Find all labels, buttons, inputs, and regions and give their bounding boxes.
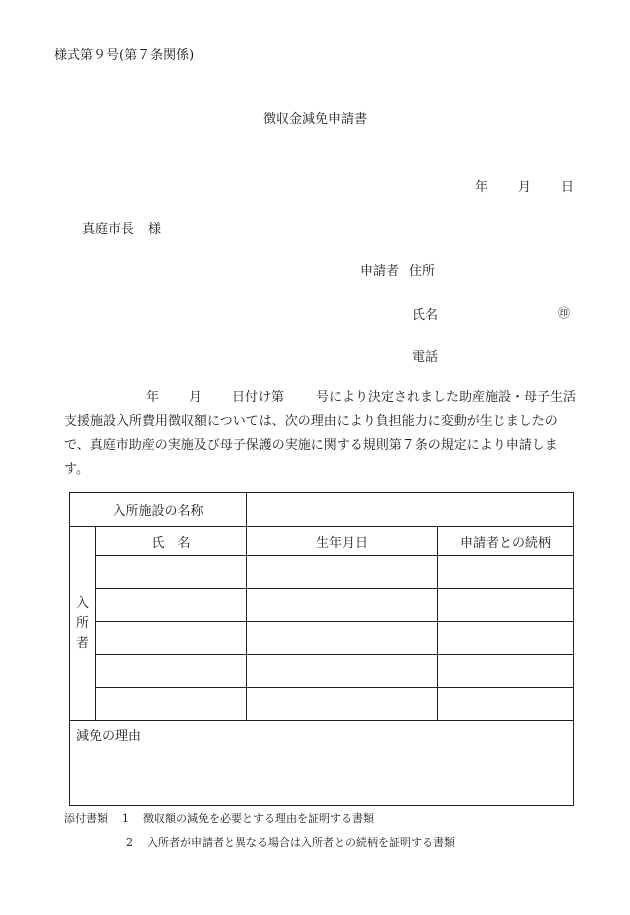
- statement-text-4: す。: [64, 462, 89, 477]
- reduction-reason-label: 減免の理由: [76, 729, 142, 744]
- document-title: 徴収金減免申請書: [262, 112, 367, 127]
- column-header-relationship: 申請者との続柄: [438, 527, 574, 556]
- form-number: 様式第９号(第７条関係): [54, 48, 195, 63]
- application-table: [69, 492, 574, 806]
- column-header-name: 氏 名: [96, 527, 247, 556]
- resident-name-cell[interactable]: [96, 655, 247, 688]
- resident-side-char-2: 所: [75, 615, 89, 631]
- resident-birthdate-cell[interactable]: [247, 655, 438, 688]
- date-month-label: 月: [517, 180, 531, 195]
- attachment-text-1: 徴収額の減免を必要とする理由を証明する書類: [143, 812, 374, 825]
- attachment-number-2: 2: [126, 836, 133, 849]
- application-statement: [64, 386, 584, 482]
- phone-label: 電話: [412, 350, 439, 365]
- resident-relationship-cell[interactable]: [438, 622, 574, 655]
- resident-name-cell[interactable]: [96, 589, 247, 622]
- facility-name-field[interactable]: [247, 493, 574, 527]
- column-header-birthdate: 生年月日: [247, 527, 438, 556]
- resident-birthdate-cell[interactable]: [247, 622, 438, 655]
- date-line: [475, 176, 574, 195]
- statement-text-1: 号により決定されました助産施設・母子生活: [316, 390, 577, 405]
- applicant-address-line: [360, 260, 435, 279]
- reason-row: [70, 721, 574, 806]
- addressee-name: 真庭市長: [82, 222, 135, 237]
- address-label: 住所: [409, 264, 436, 279]
- resident-relationship-cell[interactable]: [438, 688, 574, 721]
- resident-name-cell[interactable]: [96, 688, 247, 721]
- resident-birthdate-cell[interactable]: [247, 589, 438, 622]
- resident-birthdate-cell[interactable]: [247, 688, 438, 721]
- resident-header-row: [70, 527, 574, 556]
- date-day-label: 日: [560, 180, 574, 195]
- resident-side-char-3: 者: [75, 635, 89, 651]
- date-year-label: 年: [474, 180, 488, 195]
- resident-relationship-cell[interactable]: [438, 589, 574, 622]
- addressee: [82, 218, 161, 237]
- facility-row: [70, 493, 574, 527]
- name-label: 氏名: [412, 308, 439, 323]
- resident-name-cell[interactable]: [96, 556, 247, 589]
- statement-text-3: で、真庭市助産の実施及び母子保護の実施に関する規則第７条の規定により申請しま: [64, 438, 558, 453]
- addressee-honorific: 様: [148, 222, 162, 237]
- resident-side-char-1: 入: [75, 595, 89, 611]
- attachment-text-2: 入所者が申請者と異なる場合は入所者との続柄を証明する書類: [147, 836, 455, 849]
- table-row: [70, 556, 574, 589]
- attachment-line-2: [126, 834, 455, 850]
- statement-text-2: 支援施設入所費用徴収額については、次の理由により負担能力に変動が生じましたの: [64, 414, 558, 429]
- statement-dated-no: 日付け第: [232, 390, 285, 405]
- resident-name-cell[interactable]: [96, 622, 247, 655]
- resident-relationship-cell[interactable]: [438, 556, 574, 589]
- attachment-number-1: 1: [122, 812, 129, 825]
- statement-month: 月: [189, 390, 203, 405]
- table-row: [70, 589, 574, 622]
- resident-birthdate-cell[interactable]: [247, 556, 438, 589]
- applicant-label: 申請者: [360, 264, 400, 279]
- seal-mark: ㊞: [558, 306, 571, 320]
- facility-name-label: 入所施設の名称: [70, 493, 247, 527]
- table-row: [70, 655, 574, 688]
- resident-relationship-cell[interactable]: [438, 655, 574, 688]
- table-row: [70, 622, 574, 655]
- table-row: [70, 688, 574, 721]
- attachments-label: 添付書類: [64, 812, 108, 825]
- resident-side-label: [70, 527, 96, 721]
- reduction-reason-field[interactable]: [70, 721, 574, 806]
- statement-year: 年: [146, 390, 160, 405]
- attachment-line-1: [64, 810, 374, 826]
